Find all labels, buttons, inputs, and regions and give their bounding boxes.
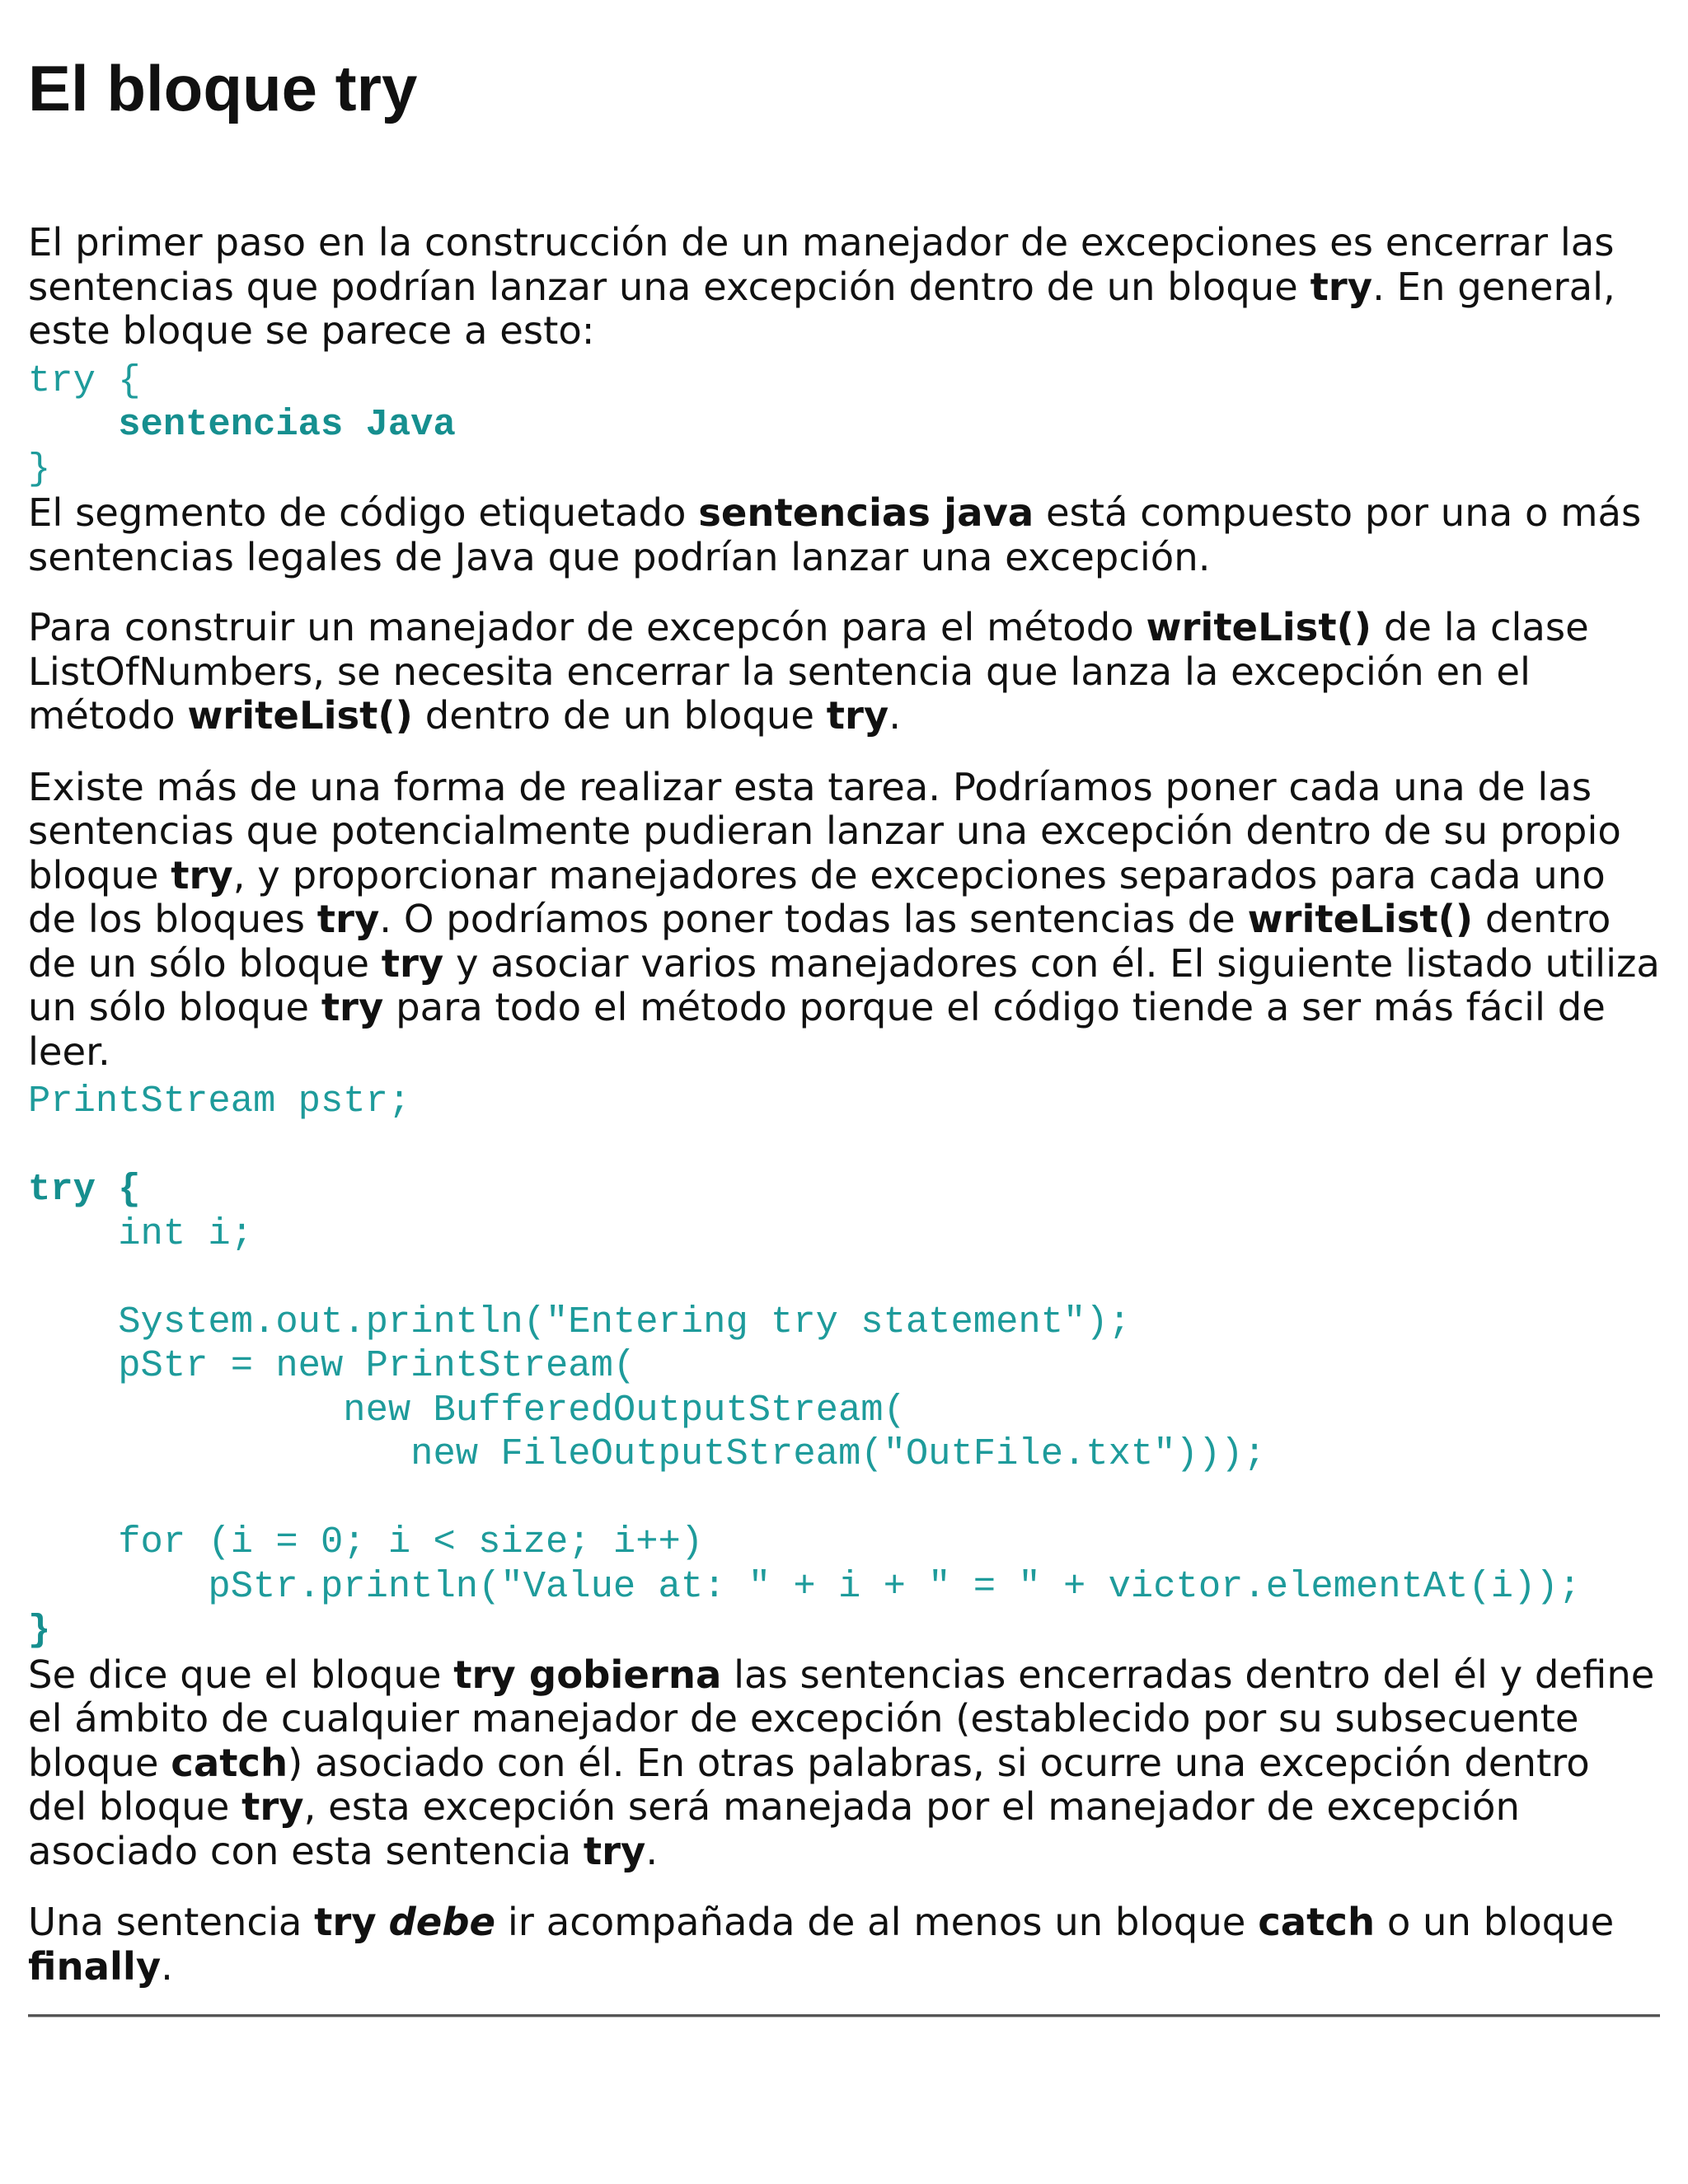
code-line-try-open: try {: [28, 1168, 141, 1211]
existe-text: , y proporcionar manejadores de excepciones separados para cada uno de los bloques: [28, 852, 1606, 941]
code-line: System.out.println("Entering try statement");: [28, 1300, 1131, 1343]
existe-text: . O podríamos poner todas las sentencias de: [379, 897, 1248, 941]
keyword-try: try: [321, 985, 384, 1029]
bold-java-statements: sentencias java: [698, 490, 1034, 535]
code-line-try-close: }: [28, 1609, 51, 1652]
code-line: int i;: [28, 1212, 254, 1255]
horizontal-rule: [28, 2014, 1660, 2018]
construir-paragraph: [28, 606, 1660, 738]
code-line: pStr.println("Value at: " + i + " = " + victor.elementAt(i));: [28, 1564, 1582, 1608]
code-line: try {: [28, 359, 141, 402]
code-indent: [28, 403, 118, 446]
debe-text: o un bloque: [1375, 1900, 1615, 1944]
keyword-finally: finally: [28, 1943, 162, 1989]
code-line: PrintStream pstr;: [28, 1080, 411, 1122]
method-writelist: writeList(): [187, 693, 413, 738]
code-line-java-statements: sentencias Java: [118, 403, 456, 446]
method-writelist: writeList(): [1146, 605, 1372, 649]
debe-space: [377, 1900, 389, 1944]
construir-text: .: [889, 693, 902, 738]
gobierna-text: Se dice que el bloque: [28, 1652, 454, 1697]
intro-text: El primer paso en la construcción de un manejador de excepciones es encerrar las sentencias que podrían lanzar una excepción dentro de un bloque: [28, 220, 1615, 309]
segment-text: está compuesto por una o más sentencias legales de Java que podrían lanzar una excepción.: [28, 490, 1642, 579]
code-line: }: [28, 447, 51, 490]
code-line: new BufferedOutputStream(: [28, 1388, 906, 1432]
gobierna-text: , esta excepción será manejada por el manejador de excepción asociado con esta sentencia: [28, 1784, 1520, 1873]
keyword-try: try: [826, 693, 889, 738]
code-block-writelist: [28, 1080, 1660, 1653]
gobierna-text: ) asociado con él. En otras palabras, si ocurre una excepción dentro del bloque: [28, 1740, 1590, 1829]
gobierna-text: las sentencias encerradas dentro del él y define el ámbito de cualquier manejador de excepción (establecido por su subsecuente bloque: [28, 1652, 1655, 1785]
code-block-try-syntax: [28, 359, 1660, 492]
code-line: for (i = 0; i < size; i++): [28, 1521, 704, 1563]
existe-paragraph: [28, 766, 1660, 1075]
keyword-try: try: [583, 1828, 646, 1873]
keyword-try: try: [316, 897, 380, 941]
code-line: pStr = new PrintStream(: [28, 1344, 636, 1387]
segment-paragraph: [28, 491, 1660, 579]
keyword-try: try: [241, 1784, 304, 1829]
keyword-catch: catch: [1258, 1900, 1376, 1944]
existe-text: Existe más de una forma de realizar esta tarea. Podríamos poner cada una de las sentencias que potencialmente pudieran lanzar una excepción dentro de su propio bloque: [28, 764, 1621, 898]
keyword-try: try: [1310, 264, 1373, 309]
existe-text: dentro de un sólo bloque: [28, 897, 1611, 986]
intro-paragraph: [28, 221, 1660, 354]
debe-paragraph: [28, 1900, 1660, 1989]
construir-text: de la clase ListOfNumbers, se necesita encerrar la sentencia que lanza la excepción en el método: [28, 605, 1589, 738]
debe-text: .: [161, 1943, 173, 1989]
existe-text: y asociar varios manejadores con él. El siguiente listado utiliza un sólo bloque: [28, 940, 1660, 1029]
emphasis-debe: debe: [388, 1900, 496, 1944]
bold-try-gobierna: try gobierna: [453, 1652, 722, 1697]
construir-text: dentro de un bloque: [412, 693, 827, 738]
keyword-try: try: [314, 1900, 377, 1944]
construir-text: Para construir un manejador de excepcón para el método: [28, 605, 1146, 649]
page-title: El bloque try: [28, 52, 418, 124]
code-line: new FileOutputStream("OutFile.txt")));: [28, 1432, 1266, 1475]
segment-text: El segmento de código etiquetado: [28, 490, 699, 535]
debe-text: ir acompañada de al menos un bloque: [495, 1900, 1259, 1944]
method-writelist: writeList(): [1247, 897, 1474, 941]
existe-text: para todo el método porque el código tiende a ser más fácil de leer.: [28, 985, 1606, 1074]
gobierna-paragraph: [28, 1653, 1660, 1874]
keyword-try: try: [381, 940, 444, 986]
keyword-catch: catch: [171, 1740, 288, 1785]
document-page: [28, 0, 1660, 1989]
intro-text: . En general, este bloque se parece a esto:: [28, 264, 1615, 353]
keyword-try: try: [171, 852, 233, 898]
gobierna-text: .: [645, 1828, 659, 1873]
debe-text: Una sentencia: [28, 1900, 315, 1944]
